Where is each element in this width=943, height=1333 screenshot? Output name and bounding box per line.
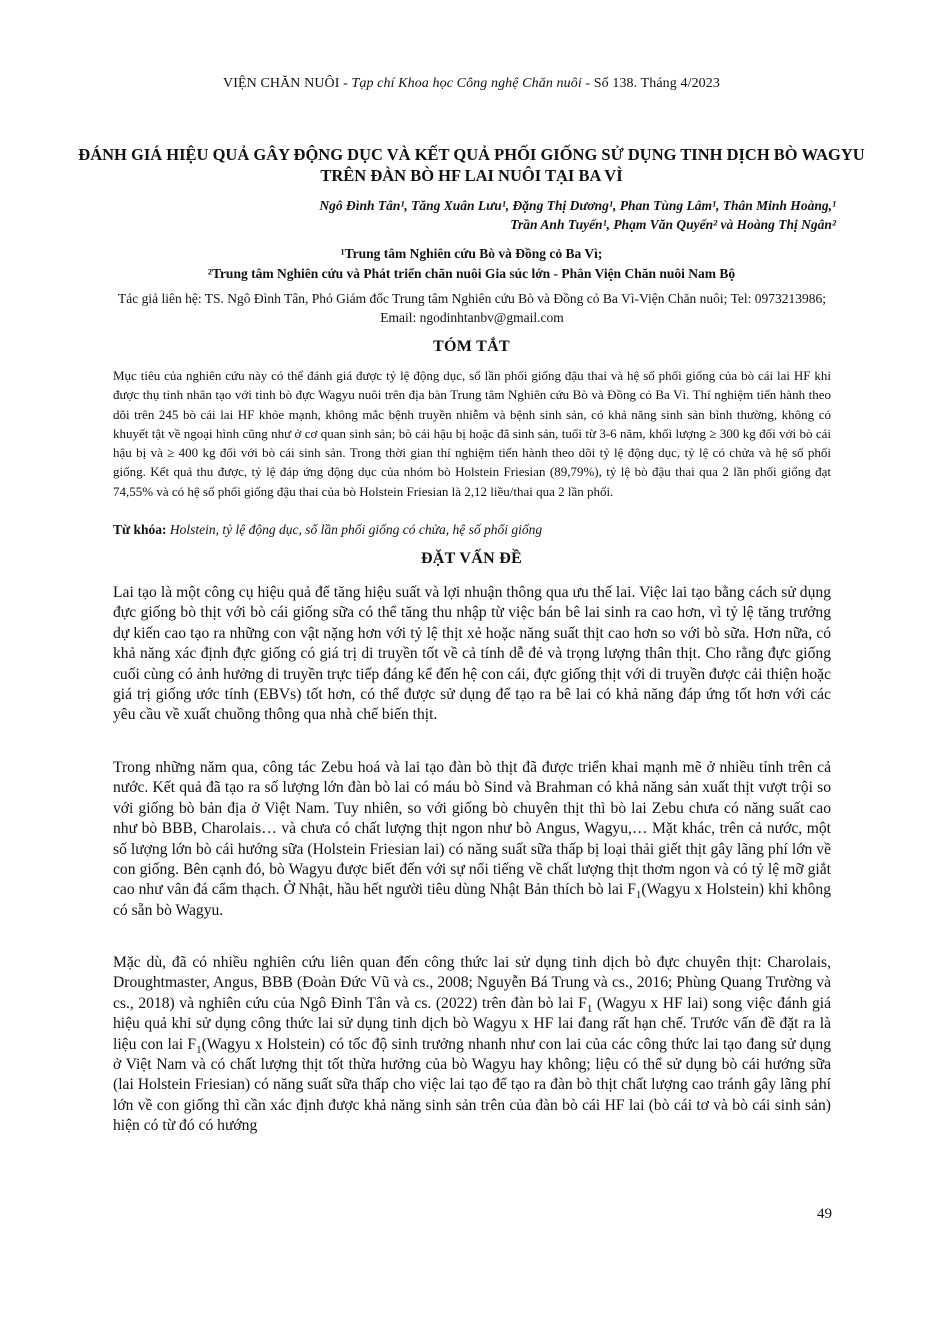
affiliation-1: ¹Trung tâm Nghiên cứu Bò và Đồng cỏ Ba Vì; [340,246,603,261]
keywords-label: Từ khóa: [113,522,167,537]
affiliations [110,244,833,284]
header-issue: - Số 138. Tháng 4/2023 [581,76,720,91]
paragraph-2-text-a: Trong những năm qua, công tác Zebu hoá và lai tạo đàn bò thịt đã được triển khai mạnh mẽ ở nhiều tỉnh trên cả nước. Kết quả đã tạo ra số lượng lớn đàn bò lai có máu bò Sind và Brahman có khả năng sản xuất thịt vượt trội so với giống bò bản địa ở Việt Nam. Tuy nhiên, so với giống bò chuyên thịt thì bò lai Zebu chưa có năng suất cao như bò BBB, Charolais… và chưa có chất lượng thịt ngon như bò Angus, Wagyu,… Mặt khác, trên cả nước, một số lượng lớn bò cái hướng sữa (Holstein Friesian lai) có năng suất sữa thấp bị loại thải giết thịt gây lãng phí lớn về con giống. Bên cạnh đó, bò Wagyu được biết đến với sự nổi tiếng về chất lượng thịt thơm ngon và có tỷ lệ mỡ giắt cao như vân đá cẩm thạch. Ở Nhật, hầu hết người tiêu dùng Nhật Bản thích bò lai F [113,759,831,899]
paper-title: ĐÁNH GIÁ HIỆU QUẢ GÂY ĐỘNG DỤC VÀ KẾT QUẢ PHỐI GIỐNG SỬ DỤNG TINH DỊCH BÒ WAGYU TRÊN ĐÀN BÒ HF LAI NUÔI TẠI BA VÌ [78,145,865,185]
paragraph-3-text-a: Mặc dù, đã có nhiều nghiên cứu liên quan đến công thức lai sử dụng tinh dịch bò đực chuyên thịt: Charolais, Droughtmaster, Angus, BBB (Đoàn Đức Vũ và cs., 2008; Nguyễn Bá Trung và cs., 2016; Phùng Quang Trường và cs., 2018) và nghiên cứu của Ngô Đình Tân và cs. (2022) trên đàn bò lai F [113,954,831,1012]
author-list [200,196,836,234]
subscript-1: 1 [196,1043,202,1056]
page-number: 49 [817,1206,832,1222]
abstract-body: Mục tiêu của nghiên cứu này có thể đánh giá được tỷ lệ động dục, số lần phối giống đậu thai và hệ số phối giống của bò cái lai HF khi được thụ tinh nhân tạo với tinh bò đực Wagyu nuôi trên địa bàn Trung tâm Nghiên cứu Bò và Đồng cỏ Ba Vì. Thí nghiệm tiến hành theo dõi trên 245 bò cái lai HF khỏe mạnh, không mắc bệnh truyền nhiễm và bệnh sinh sản, có khả năng sinh sản bình thường, không có khuyết tật về ngoại hình cũng như ở cơ quan sinh sản; bò cái hậu bị hoặc đã sinh sản, tuổi từ 3-6 năm, khối lượng ≥ 300 kg đối với bò cái hậu bị và ≥ 400 kg đối với bò cái sinh sản. Trong thời gian thí nghiệm tiến hành theo dõi tỷ lệ động dục, tỷ lệ có chửa và hệ số phối giống. Kết quả thu được, tỷ lệ đáp ứng động dục của nhóm bò Holstein Friesian (89,79%), tỷ lệ bò đậu thai qua 2 lần phối giống đạt 74,55% và có hệ số phối giống đậu thai của bò Holstein Friesian là 2,12 liều/thai qua 2 lần phối. [113,368,831,499]
paragraph-3-text-c: (Wagyu x Holstein) có tốc độ sinh trưởng nhanh như con lai của các công thức lai tạo đang sử dụng ở Việt Nam và có chất lượng thịt tốt thừa hưởng của bò Wagyu hay không; liệu có thể sử dụng bò cái hướng sữa (lai Holstein Friesian) có năng suất sữa thấp cho việc lai tạo để tạo ra đàn bò thịt chất lượng cao tránh gây lãng phí lớn về con giống thì cần xác định được khả năng sinh sản trên của đàn bò cái HF lai (bò cái tơ và bò cái sinh sản) hiện có từ đó có hướng [113,1035,831,1135]
intro-paragraph-3 [113,953,831,1137]
keywords-list: Holstein, tỷ lệ động dục, số lần phối giống có chửa, hệ số phối giống [166,522,543,537]
authors-line-1: Ngô Đình Tân¹, Tăng Xuân Lưu¹, Đặng Thị Dương¹, Phan Tùng Lâm¹, Thân Minh Hoàng,¹ [319,198,836,213]
header-journal-name: Tạp chí Khoa học Công nghệ Chăn nuôi [351,76,582,91]
abstract-heading: TÓM TẮT [433,338,510,355]
paragraph-2-text-b: (Wagyu x Holstein) khi không có sẵn bò Wagyu. [113,881,831,919]
running-header [0,76,943,92]
intro-paragraph-1: Lai tạo là một công cụ hiệu quả để tăng hiệu suất và lợi nhuận thông qua ưu thế lai. Việc lai tạo bằng cách sử dụng đực giống bò thịt với bò cái giống sữa có thể tăng thu nhập từ việc bán bê lai sinh ra cao hơn, vì tỷ lệ tăng trưởng dự kiến cao tạo ra những con vật nặng hơn với tỷ lệ thịt xẻ hoặc năng suất thịt cao hơn so với bò sữa. Hơn nữa, có khả năng xác định đực giống có giá trị di truyền tốt về cả tính dễ đẻ và trọng lượng thân thịt. Cho rằng đực giống cuối cùng có ảnh hưởng di truyền trực tiếp đáng kể đến hệ con cái, đực giống thịt với di truyền được cải thiện hoặc giá trị giống ước tính (EBVs) tốt hơn, có thể được sử dụng để tạo ra bê lai có khả năng đáp ứng tốt hơn với các yêu cầu về xuất chuồng thông qua nhà chế biến thịt. [113,584,831,724]
paragraph-3-text-b: (Wagyu x HF lai) song việc đánh giá hiệu quả khi sử dụng công thức lai sử dụng tinh dịch bò Wagyu x HF lai đang rất hạn chế. Trước vấn đề đặt ra là liệu con lai F [113,994,832,1053]
header-institute: VIỆN CHĂN NUÔI - [223,76,352,91]
intro-paragraph-2 [113,758,831,921]
subscript-1: 1 [586,1002,593,1015]
keywords [113,522,831,538]
subscript-1: 1 [635,889,642,902]
authors-line-2: Trần Anh Tuyến¹, Phạm Văn Quyến² và Hoàng Thị Ngân² [510,217,836,232]
corresponding-author: Tác giả liên hệ: TS. Ngô Đình Tân, Phó Giám đốc Trung tâm Nghiên cứu Bò và Đồng cỏ Ba Vì-Viện Chăn nuôi; Tel: 0973213986; Email: ngodinhtanbv@gmail.com [118,291,826,325]
affiliation-2: ²Trung tâm Nghiên cứu và Phát triển chăn nuôi Gia súc lớn - Phân Viện Chăn nuôi Nam Bộ [207,266,736,281]
introduction-heading: ĐẶT VẤN ĐỀ [420,550,523,567]
